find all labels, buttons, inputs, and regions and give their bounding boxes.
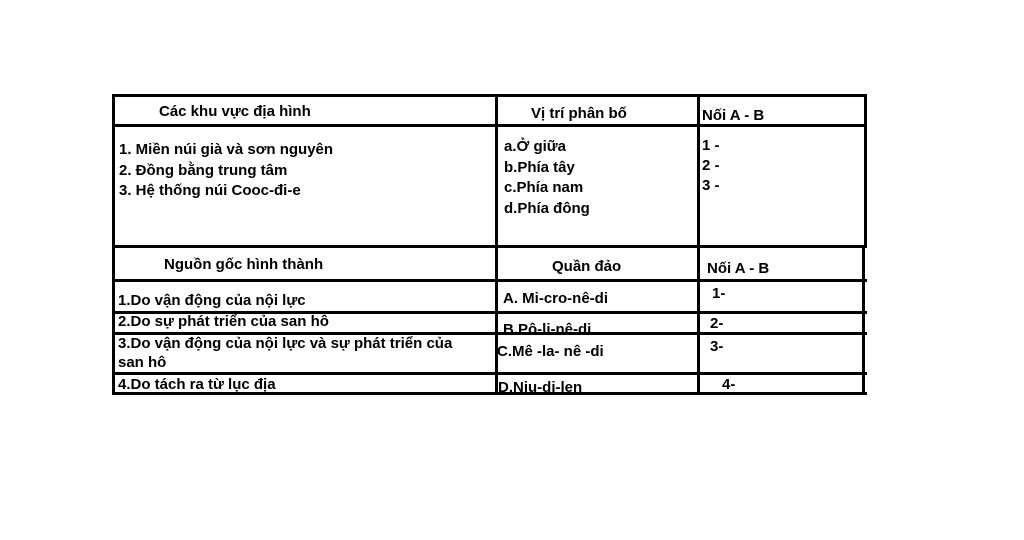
island-item: A. Mi-cro-nê-di	[503, 290, 608, 307]
column-divider-2	[697, 94, 700, 395]
match-slot: 2 -	[702, 157, 720, 174]
table-border-right-bottom	[862, 245, 865, 395]
table-border-left	[112, 94, 115, 395]
header-match-2: Nối A - B	[707, 260, 770, 277]
origin-item-continued: san hô	[118, 354, 167, 371]
origin-item: 2.Do sự phát triển của san hô	[118, 313, 329, 330]
origin-item: 1.Do vận động của nội lực	[118, 292, 306, 309]
table-border-top	[112, 94, 867, 97]
header-divider-2	[112, 279, 867, 282]
position-item: d.Phía đông	[504, 200, 590, 217]
island-item: C.Mê -la- nê -di	[497, 343, 604, 360]
island-item: D.Niu-di-len	[498, 379, 583, 393]
region-item: 2. Đồng bằng trung tâm	[119, 162, 288, 179]
table-border-right-top	[864, 94, 867, 246]
header-region: Các khu vực địa hình	[159, 103, 311, 120]
header-match-1: Nối A - B	[702, 107, 765, 124]
match-slot: 2-	[710, 315, 724, 332]
match-slot: 1 -	[702, 137, 720, 154]
match-slot: 3 -	[702, 177, 720, 194]
origin-item: 4.Do tách ra từ lục địa	[118, 376, 276, 393]
position-item: c.Phía nam	[504, 179, 584, 196]
origin-item: 3.Do vận động của nội lực và sự phát triển của	[118, 335, 453, 352]
match-slot: 3-	[710, 338, 724, 355]
position-item: a.Ở giữa	[504, 138, 567, 155]
header-islands: Quần đảo	[552, 258, 622, 275]
header-origin: Nguồn gốc hình thành	[164, 256, 324, 273]
section-divider	[112, 245, 867, 248]
island-item: B.Pô-li-nê-di	[503, 321, 592, 333]
header-position: Vị trí phân bố	[531, 105, 627, 122]
region-item: 1. Miền núi già và sơn nguyên	[119, 141, 334, 158]
match-slot: 1-	[712, 285, 726, 302]
position-item: b.Phía tây	[504, 159, 575, 176]
region-item: 3. Hệ thống núi Cooc-đi-e	[119, 182, 301, 199]
match-slot: 4-	[722, 376, 736, 393]
